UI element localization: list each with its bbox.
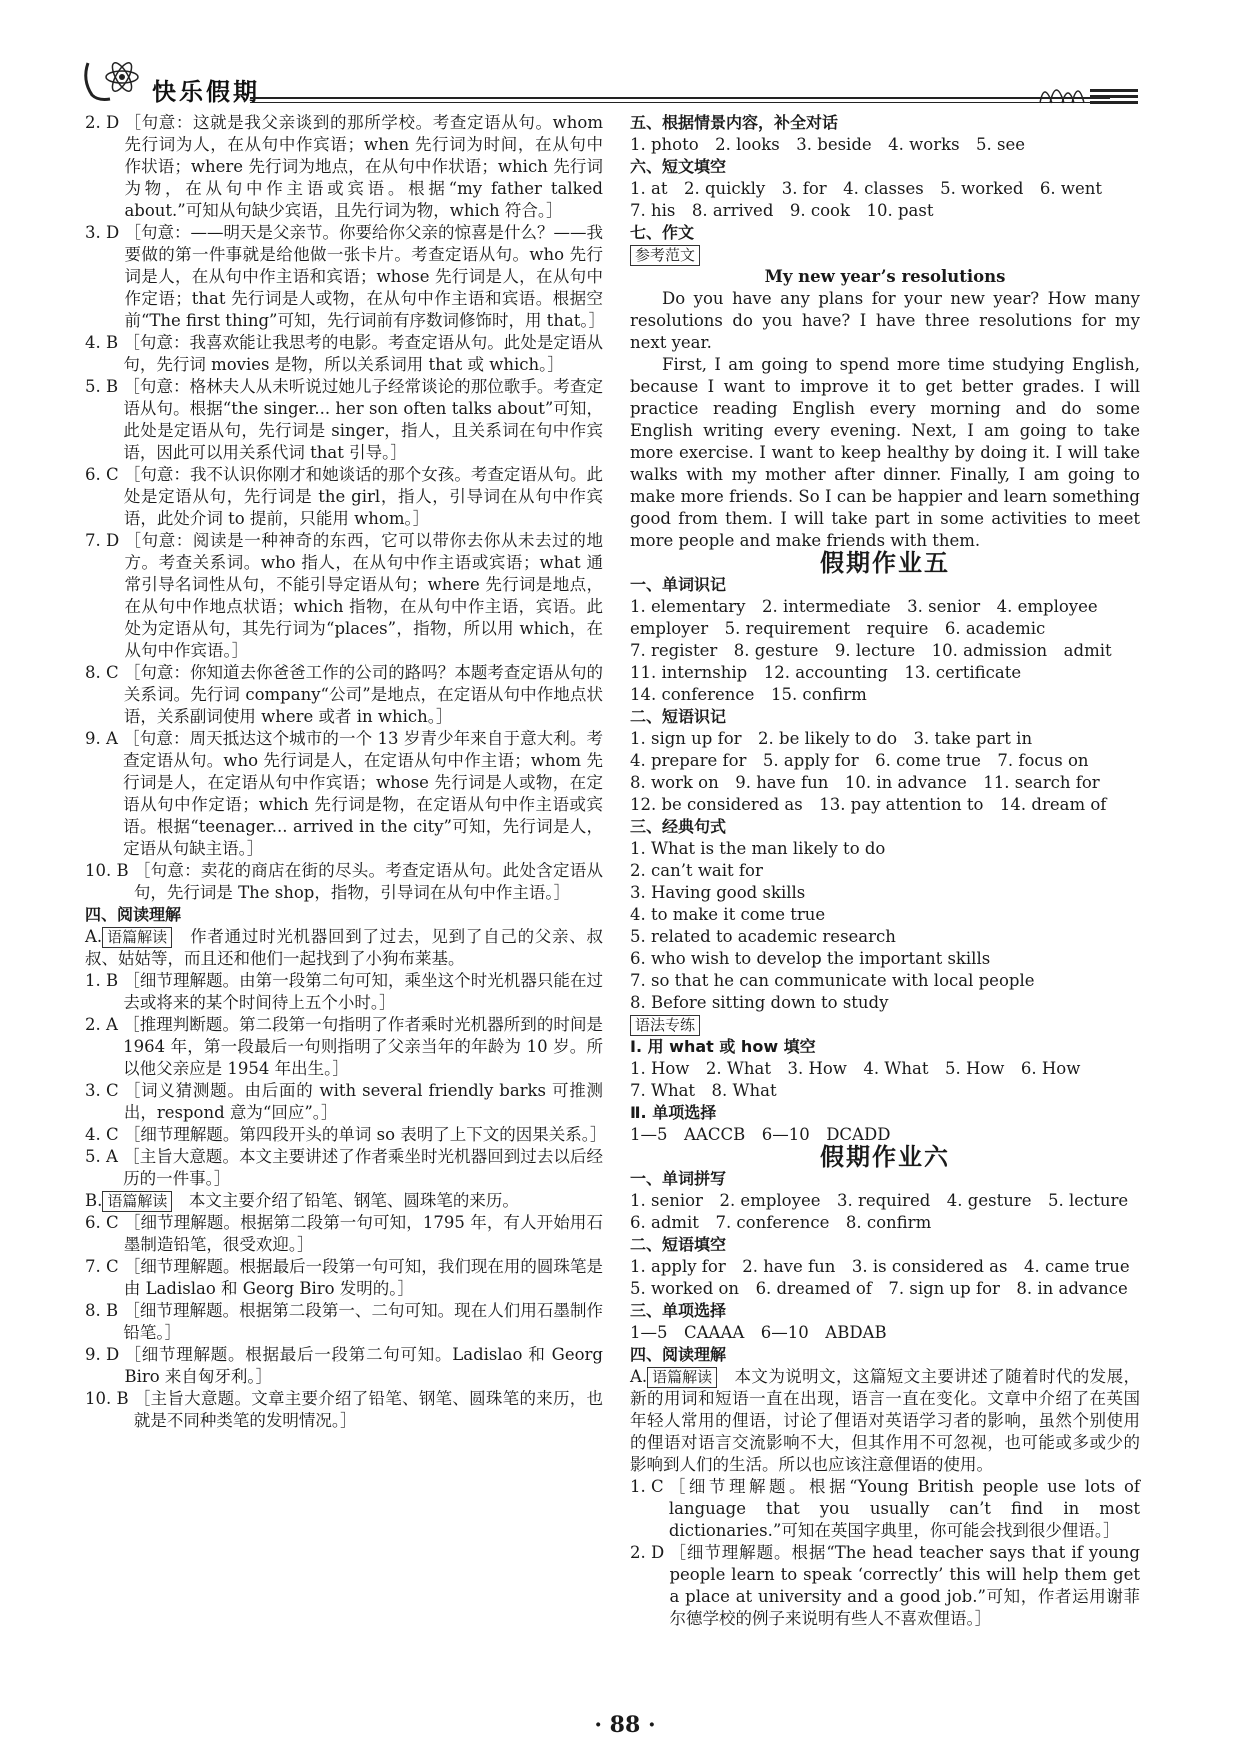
passage-tag: 语篇解读 [102, 1191, 172, 1212]
answer-line: 11. internship 12. accounting 13. certificate [630, 663, 1022, 682]
answer-number: 7. D [85, 531, 125, 550]
answer-item [630, 1476, 1140, 1542]
answer-number: 9. D [85, 1345, 125, 1364]
answer-number: 8. B [85, 1301, 124, 1320]
answer-line: 7. so that he can communicate with local people [630, 971, 1035, 990]
answer-explanation: ［句意：这就是我父亲谈到的那所学校。考查定语从句。whom 先行词为人，在从句中作宾语；when 先行词为时间，在从句中作状语；where 先行词为地点，在从句中作状语；which 先行词为物，在从句中作主语或宾语。根据“my father talked about.”可知从句缺少宾语，且先行词为物，which 符合。］ [124, 113, 603, 220]
section-heading: 三、单项选择 [630, 1301, 727, 1320]
answer-item [85, 376, 603, 464]
header-rule-thin [250, 102, 1110, 103]
homework-title: 假期作业六 [820, 1142, 950, 1171]
passage-summary [630, 1366, 1140, 1476]
answer-item [85, 1014, 603, 1080]
answer-number: 10. B [85, 1389, 134, 1408]
section-heading: 一、单词识记 [630, 575, 727, 594]
answer-line: 3. Having good skills [630, 883, 806, 902]
answer-number: 2. A [85, 1015, 124, 1034]
answer-explanation: ［句意：我喜欢能让我思考的电影。考查定语从句。此处是定语从句，先行词 movies 是物，所以关系词用 that 或 which。］ [123, 333, 603, 374]
answer-line: 6. admit 7. conference 8. confirm [630, 1213, 932, 1232]
answer-item [85, 222, 606, 332]
section-heading: 二、短语填空 [630, 1235, 727, 1254]
answer-line: 1. How 2. What 3. How 4. What 5. How 6. How [630, 1059, 1081, 1078]
answer-number: 4. B [85, 333, 124, 352]
answer-line: 6. who wish to develop the important skills [630, 949, 991, 968]
answer-line: 4. prepare for 5. apply for 6. come true 7. focus on [630, 751, 1089, 770]
answer-item [85, 1212, 603, 1256]
answer-number: 3. C [85, 1081, 124, 1100]
essay-title: My new year’s resolutions [764, 267, 1006, 286]
answer-explanation: ［细节理解题。根据“Young British people use lots of language that you usually can’t find in most dictionaries.”可知在英国字典里，你可能会找到很少俚语。］ [668, 1477, 1140, 1540]
answer-explanation: ［主旨大意题。文章主要介绍了铅笔、钢笔、圆珠笔的来历，也就是不同种类笔的发明情况。］ [133, 1389, 603, 1430]
answer-explanation: ［句意：你知道去你爸爸工作的公司的路吗？本题考查定语从句的关系词。先行词 company“公司”是地点，在定语从句中作地点状语，关系副词使用 where 或者 in which。］ [123, 663, 603, 726]
answer-line: 1. elementary 2. intermediate 3. senior 4. employee [630, 597, 1098, 616]
answer-item [85, 860, 603, 904]
answer-number: 7. C [85, 1257, 124, 1276]
answer-item [85, 530, 603, 662]
answer-item [85, 332, 603, 376]
answer-item [85, 970, 603, 1014]
atom-flower-logo-icon [80, 55, 150, 105]
passage-tag: 语篇解读 [647, 1367, 717, 1388]
answer-number: 3. D [85, 223, 125, 242]
answer-line: 1. sign up for 2. be likely to do 3. take part in [630, 729, 1033, 748]
section-heading: 五、根据情景内容，补全对话 [630, 113, 839, 132]
answer-explanation: ［主旨大意题。本文主要讲述了作者乘坐时光机器回到过去以后经历的一件事。］ [123, 1147, 603, 1188]
answer-explanation: ［推理判断题。第二段第一句指明了作者乘时光机器所到的时间是 1964 年，第一段最后一句则指明了父亲当年的年龄为 10 岁。所以他父亲应是 1954 年出生。］ [123, 1015, 603, 1078]
left-column [85, 112, 607, 1432]
answer-explanation: ［句意：卖花的商店在街的尽头。考查定语从句。此处含定语从句，先行词是 The shop，指物，引导词在从句中作主语。］ [133, 861, 603, 902]
answer-explanation: ［细节理解题。根据第二段第一句可知，1795 年，有人开始用石墨制造铅笔，很受欢迎。］ [123, 1213, 603, 1254]
passage-label: B. [85, 1191, 103, 1210]
section-heading: 一、单词拼写 [630, 1169, 727, 1188]
section-heading: Ⅰ. 用 what 或 how 填空 [630, 1037, 816, 1056]
answer-line: 1. What is the man likely to do [630, 839, 886, 858]
answer-item [85, 662, 603, 728]
answer-number: 9. A [85, 729, 124, 748]
answer-item [85, 1146, 603, 1190]
answer-number: 10. B [85, 861, 134, 880]
answer-line: 5. related to academic research [630, 927, 896, 946]
answer-item [85, 1300, 603, 1344]
page-header [80, 55, 1140, 105]
right-column [630, 112, 1140, 1630]
answer-explanation: ［细节理解题。根据最后一段第一句可知，我们现在用的圆珠笔是由 Ladislao 和 Georg Biro 发明的。］ [123, 1257, 603, 1298]
answer-line: 8. Before sitting down to study [630, 993, 889, 1012]
answer-number: 5. A [85, 1147, 124, 1166]
answer-explanation: ［句意：周天抵达这个城市的一个 13 岁青少年来自于意大利。考查定语从句。who 先行词是人，在定语从句中作主语；whom 先行词是人，在定语从句中作宾语；whose 先行词是人或物，在定语从句中作定语；which 先行词是物，在定语从句中作主语或宾语。根据“teenager... arrived in the city”可知，先行词是人，定语从句缺主语。］ [123, 729, 603, 858]
answer-item [85, 1344, 603, 1388]
answer-number: 4. C [85, 1125, 124, 1144]
answer-item [85, 1124, 607, 1146]
answer-number: 2. D [630, 1543, 670, 1562]
answer-explanation: ［句意：——明天是父亲节。你要给你父亲的惊喜是什么？——我要做的第一件事就是给他做一张卡片。考查定语从句。who 先行词是人，在从句中作主语和宾语；whose 先行词是人，在从句中作定语；that 先行词是人或物，在从句中作主语和宾语。根据空前“The first thing”可知，先行词前有序数词修饰时，用 that。］ [124, 223, 606, 330]
answer-explanation: ［细节理解题。根据最后一段第二句可知。Ladislao 和 Georg Biro 来自匈牙利。］ [124, 1345, 603, 1386]
passage-summary-text: 本文主要介绍了铅笔、钢笔、圆珠笔的来历。 [188, 1191, 519, 1210]
answer-line: 1. apply for 2. have fun 3. is considered as 4. came true [630, 1257, 1130, 1276]
passage-summary [85, 1190, 603, 1212]
answer-explanation: ［细节理解题。根据“The head teacher says that if young people learn to speak ‘correctly’ this will help them get a place at university and a good job.”可知，作者运用谢菲尔德学校的例子来说明有些人不喜欢俚语。］ [669, 1543, 1140, 1628]
answer-item [85, 1080, 603, 1124]
answer-line: 8. work on 9. have fun 10. in advance 11. search for [630, 773, 1100, 792]
answer-line: 14. conference 15. confirm [630, 685, 867, 704]
answer-explanation: ［词义猜测题。由后面的 with several friendly barks 可推测出，respond 意为“回应”。］ [123, 1081, 603, 1122]
answer-explanation: ［细节理解题。第四段开头的单词 so 表明了上下文的因果关系。］ [123, 1125, 607, 1144]
section-heading: 六、短文填空 [630, 157, 727, 176]
answer-line: 5. worked on 6. dreamed of 7. sign up for 8. in advance [630, 1279, 1128, 1298]
answer-item [630, 1542, 1140, 1630]
essay-tag: 参考范文 [630, 245, 700, 266]
passage-summary-text: 本文为说明文，这篇短文主要讲述了随着时代的发展，新的用词和短语一直在出现，语言一直在变化。文章中介绍了在英国年轻人常用的俚语，讨论了俚语对英语学习者的影响，虽然个别使用的俚语对语言交流影响不大，但其作用不可忽视，也可能或多或少的影响到人们的生活。所以也应该注意俚语的使用。 [630, 1367, 1141, 1474]
answer-line: 1. photo 2. looks 3. beside 4. works 5. see [630, 135, 1026, 154]
homework-title: 假期作业五 [820, 548, 950, 577]
passage-tag: 语篇解读 [102, 927, 172, 948]
answer-item [85, 1388, 603, 1432]
answer-explanation: ［细节理解题。根据第二段第一、二句可知。现在人们用石墨制作铅笔。］ [123, 1301, 603, 1342]
answer-number: 2. D [85, 113, 125, 132]
section-heading: 七、作文 [630, 223, 695, 242]
answer-number: 1. B [85, 971, 124, 990]
brand-title: 快乐假期 [152, 78, 260, 106]
answer-item [85, 728, 603, 860]
answer-explanation: ［细节理解题。由第一段第二句可知，乘坐这个时光机器只能在过去或将来的某个时间待上五个小时。］ [123, 971, 603, 1012]
answer-item [85, 1256, 603, 1300]
answer-number: 5. B [85, 377, 124, 396]
answer-item [85, 464, 603, 530]
answer-number: 8. C [85, 663, 124, 682]
passage-label: A. [85, 927, 103, 946]
passage-label: A. [630, 1367, 648, 1386]
section-heading: 三、经典句式 [630, 817, 727, 836]
section-heading: 四、阅读理解 [630, 1345, 727, 1364]
essay-paragraph: Do you have any plans for your new year? How many resolutions do you have? I have three resolutions for my next year. [630, 289, 1140, 352]
answer-number: 6. C [85, 465, 124, 484]
page-number: · 88 · [594, 1712, 656, 1738]
answer-number: 6. C [85, 1213, 124, 1232]
section-heading: 二、短语识记 [630, 707, 727, 726]
answer-line: 1. at 2. quickly 3. for 4. classes 5. worked 6. went [630, 179, 1103, 198]
header-rule [250, 97, 1110, 99]
answer-explanation: ［句意：阅读是一种神奇的东西，它可以带你去你从未去过的地方。考查关系词。who 指人，在从句中作主语或宾语；what 通常引导名词性从句，不能引导定语从句；where 先行词是地点，在从句中作地点状语；which 指物，在从句中作主语，宾语。此处为定语从句，其先行词为“places”，指物，所以用 which，在从句中作宾语。］ [124, 531, 603, 660]
section-heading: Ⅱ. 单项选择 [630, 1103, 717, 1122]
answer-line: employer 5. requirement require 6. academic [630, 619, 1046, 638]
answer-line: 4. to make it come true [630, 905, 826, 924]
answer-line: 7. register 8. gesture 9. lecture 10. admission admit [630, 641, 1112, 660]
grass-decoration-icon [1030, 75, 1140, 105]
passage-summary-text: 作者通过时光机器回到了过去，见到了自己的父亲、叔叔、姑姑等，而且还和他们一起找到了小狗布莱基。 [85, 927, 604, 968]
passage-summary [85, 926, 603, 970]
answer-line: 12. be considered as 13. pay attention to 14. dream of [630, 795, 1107, 814]
answer-line: 7. What 8. What [630, 1081, 777, 1100]
answer-explanation: ［句意：格林夫人从未听说过她儿子经常谈论的那位歌手。考查定语从句。根据“the singer... her son often talks about”可知，此处是定语从句，先行词是 singer，指人，且关系词在句中作宾语，因此可以用关系代词 that 引导。］ [123, 377, 603, 462]
answer-line: 1. senior 2. employee 3. required 4. gesture 5. lecture [630, 1191, 1129, 1210]
answer-explanation: ［句意：我不认识你刚才和她谈话的那个女孩。考查定语从句。此处是定语从句，先行词是 the girl，指人，引导词在从句中作宾语，此处介词 to 提前，只能用 whom。］ [123, 465, 603, 528]
answer-line: 1—5 AACCB 6—10 DCADD [630, 1125, 891, 1144]
answer-number: 1. C [630, 1477, 669, 1496]
answer-line: 1—5 CAAAA 6—10 ABDAB [630, 1323, 887, 1342]
essay-paragraph: First, I am going to spend more time studying English, because I want to improve it to get better grades. I will practice reading English every morning and do some English writing every evening. Next, I am going to take more exercise. I want to keep healthy by doing it. I will take walks with my mother after dinner. Finally, I am going to make more friends. So I can be happier and learn something good from them. I will take part in some activities to meet more people and make friends with them. [630, 355, 1140, 550]
section-heading: 四、阅读理解 [85, 905, 182, 924]
answer-line: 7. his 8. arrived 9. cook 10. past [630, 201, 934, 220]
answer-line: 2. can’t wait for [630, 861, 763, 880]
answer-item [85, 112, 603, 222]
grammar-tag: 语法专练 [630, 1015, 700, 1036]
